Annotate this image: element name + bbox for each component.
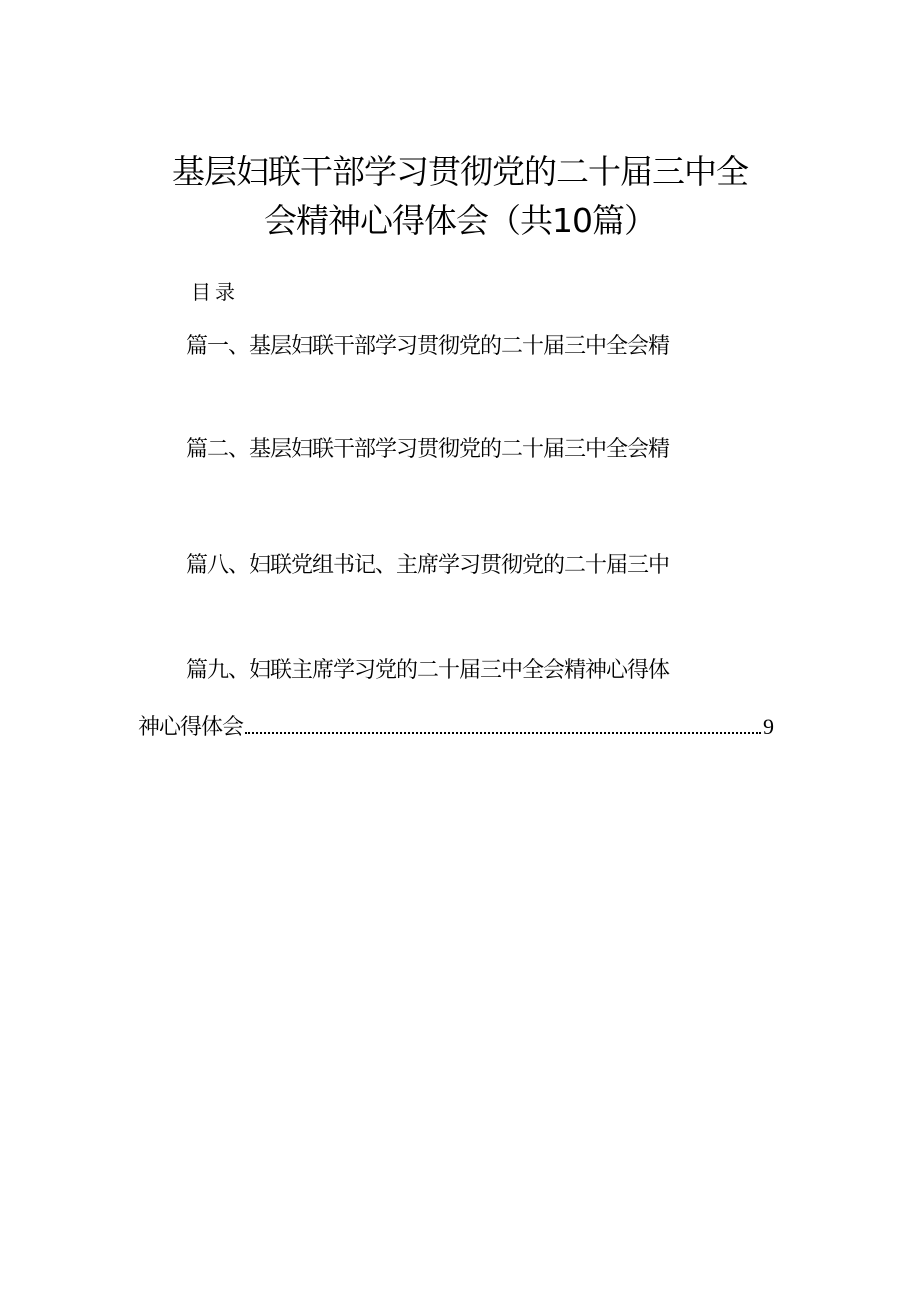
toc-entry-continuation[interactable] <box>138 712 774 743</box>
toc-entry[interactable]: 篇八、妇联党组书记、主席学习贯彻党的二十届三中 <box>186 553 670 578</box>
toc-entry[interactable]: 篇二、基层妇联干部学习贯彻党的二十届三中全会精 <box>186 437 670 462</box>
toc-dot-leader <box>245 731 761 734</box>
toc-entry[interactable]: 篇一、基层妇联干部学习贯彻党的二十届三中全会精 <box>186 334 670 359</box>
document-title-line-2: 会精神心得体会（共10篇） <box>264 201 656 240</box>
toc-page-number: 9 <box>763 714 774 739</box>
document-title-line-1: 基层妇联干部学习贯彻党的二十届三中全 <box>172 152 748 191</box>
toc-entry[interactable]: 篇九、妇联主席学习党的二十届三中全会精神心得体 <box>186 658 670 683</box>
toc-entry-continuation-text: 神心得体会 <box>138 715 244 740</box>
toc-heading: 目录 <box>191 280 239 304</box>
